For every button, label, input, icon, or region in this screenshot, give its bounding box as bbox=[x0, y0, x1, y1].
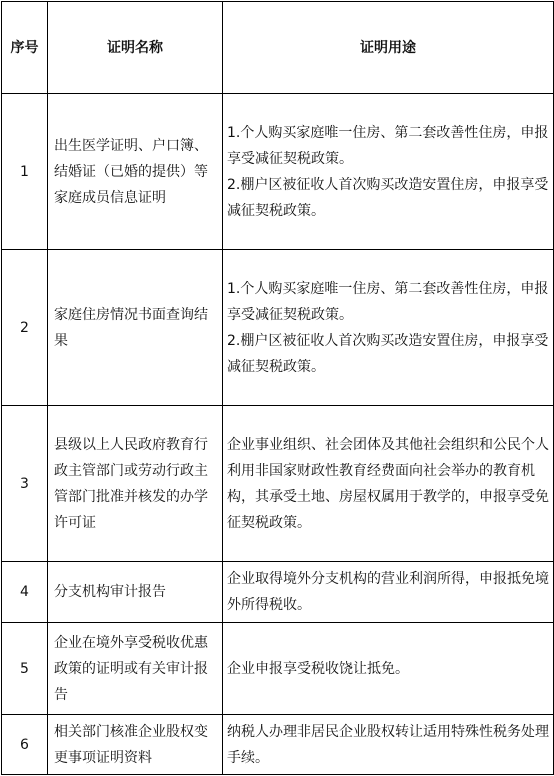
row-certificate-name: 出生医学证明、户口簿、结婚证（已婚的提供）等家庭成员信息证明 bbox=[48, 94, 223, 250]
header-certificate-use: 证明用途 bbox=[223, 2, 554, 94]
row-serial-number: 3 bbox=[2, 406, 48, 562]
table-header-row bbox=[2, 2, 554, 94]
row-certificate-use: 企业申报享受税收饶让抵免。 bbox=[223, 623, 554, 715]
row-certificate-name: 家庭住房情况书面查询结果 bbox=[48, 250, 223, 406]
header-serial-number: 序号 bbox=[2, 2, 48, 94]
table-row bbox=[2, 406, 554, 562]
row-certificate-use: 纳税人办理非居民企业股权转让适用特殊性税务处理手续。 bbox=[223, 715, 554, 775]
table-row bbox=[2, 562, 554, 623]
row-certificate-use: 企业事业组织、社会团体及其他社会组织和公民个人利用非国家财政性教育经费面向社会举办的教育机构，其承受土地、房屋权属用于教学的，申报享受免征契税政策。 bbox=[223, 406, 554, 562]
row-serial-number: 2 bbox=[2, 250, 48, 406]
row-certificate-name: 企业在境外享受税收优惠政策的证明或有关审计报告 bbox=[48, 623, 223, 715]
row-certificate-use: 企业取得境外分支机构的营业利润所得，申报抵免境外所得税收。 bbox=[223, 562, 554, 623]
header-certificate-name: 证明名称 bbox=[48, 2, 223, 94]
row-serial-number: 6 bbox=[2, 715, 48, 775]
use-paragraph: 1.个人购买家庭唯一住房、第二套改善性住房，申报享受减征契税政策。 bbox=[227, 280, 549, 323]
table-row bbox=[2, 623, 554, 715]
row-certificate-use bbox=[223, 250, 554, 406]
table-row bbox=[2, 250, 554, 406]
row-certificate-name: 相关部门核准企业股权变更事项证明资料 bbox=[48, 715, 223, 775]
row-serial-number: 5 bbox=[2, 623, 48, 715]
use-paragraph: 2.棚户区被征收人首次购买改造安置住房，申报享受减征契税政策。 bbox=[227, 176, 549, 219]
table-row bbox=[2, 715, 554, 775]
table-row bbox=[2, 94, 554, 250]
row-certificate-use bbox=[223, 94, 554, 250]
use-paragraph: 2.棚户区被征收人首次购买改造安置住房，申报享受减征契税政策。 bbox=[227, 332, 549, 375]
use-paragraph: 1.个人购买家庭唯一住房、第二套改善性住房，申报享受减征契税政策。 bbox=[227, 124, 549, 167]
certificate-table bbox=[1, 1, 554, 775]
row-serial-number: 1 bbox=[2, 94, 48, 250]
row-certificate-name: 县级以上人民政府教育行政主管部门或劳动行政主管部门批准并核发的办学许可证 bbox=[48, 406, 223, 562]
row-certificate-name: 分支机构审计报告 bbox=[48, 562, 223, 623]
row-serial-number: 4 bbox=[2, 562, 48, 623]
